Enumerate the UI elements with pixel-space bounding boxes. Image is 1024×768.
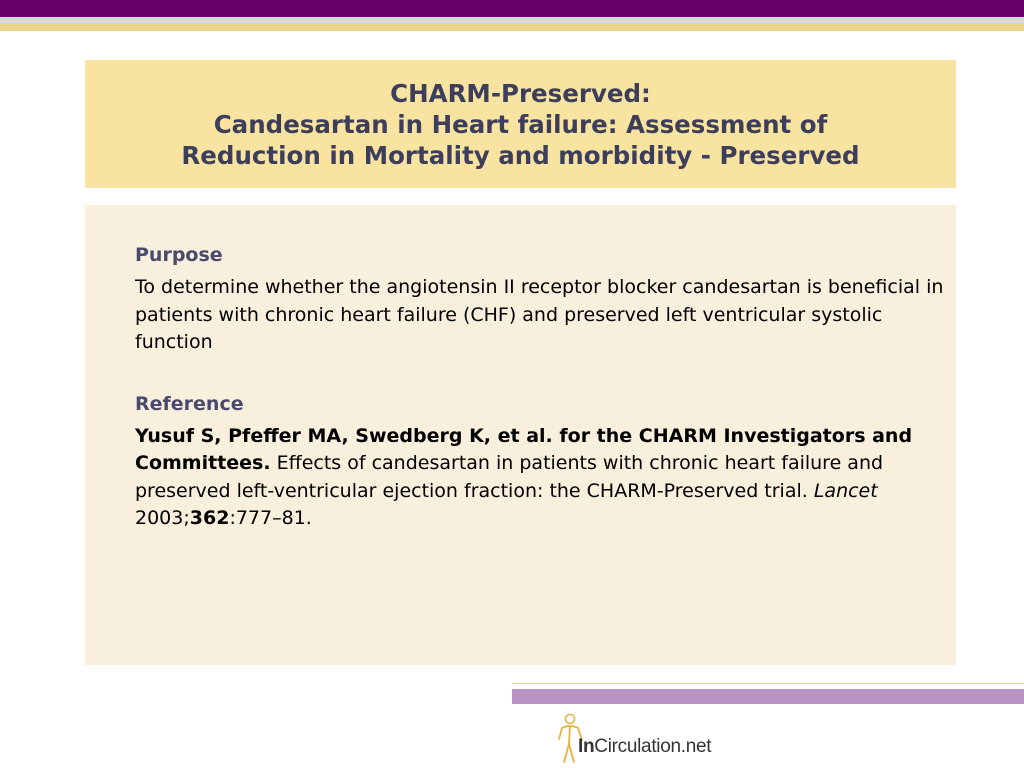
top-gold-bar [0,23,1024,31]
purpose-heading: Purpose [135,244,223,266]
purpose-text: To determine whether the angiotensin II receptor blocker candesartan is beneficial in patients with chronic heart failure (CHF) and preserved left ventricular systolic function [135,276,944,353]
incirculation-logo [556,712,726,764]
footer-thin-rule [512,683,1024,684]
logo-suffix: Circulation.net [594,736,712,757]
footer-lilac-bar [512,689,1024,704]
slide-title [181,78,859,171]
reference-heading: Reference [135,392,244,415]
reference-authors: Yusuf S, Pfeffer MA, Swedberg K, et al. for the CHARM Investigators and Committees. [135,424,913,474]
reference-journal: Lancet [813,479,878,502]
title-panel [85,60,956,188]
reference-text [135,423,950,533]
reference-article: Effects of candesartan in patients with chronic heart failure and preserved left-ventricular ejection fraction: the CHARM-Preserved trial. [135,452,884,502]
reference-pages: :777–81. [229,507,312,529]
reference-volume: 362 [189,507,230,529]
title-line-3: Reduction in Mortality and morbidity - Preserved [181,140,860,170]
logo-prefix: In [578,736,595,757]
content-panel [85,205,956,665]
title-line-2: Candesartan in Heart failure: Assessment of [213,109,828,139]
content-body [135,242,950,533]
top-purple-bar [0,0,1024,17]
reference-year: 2003; [135,507,190,529]
logo-wordmark [578,736,711,758]
title-line-1: CHARM-Preserved: [390,78,651,108]
